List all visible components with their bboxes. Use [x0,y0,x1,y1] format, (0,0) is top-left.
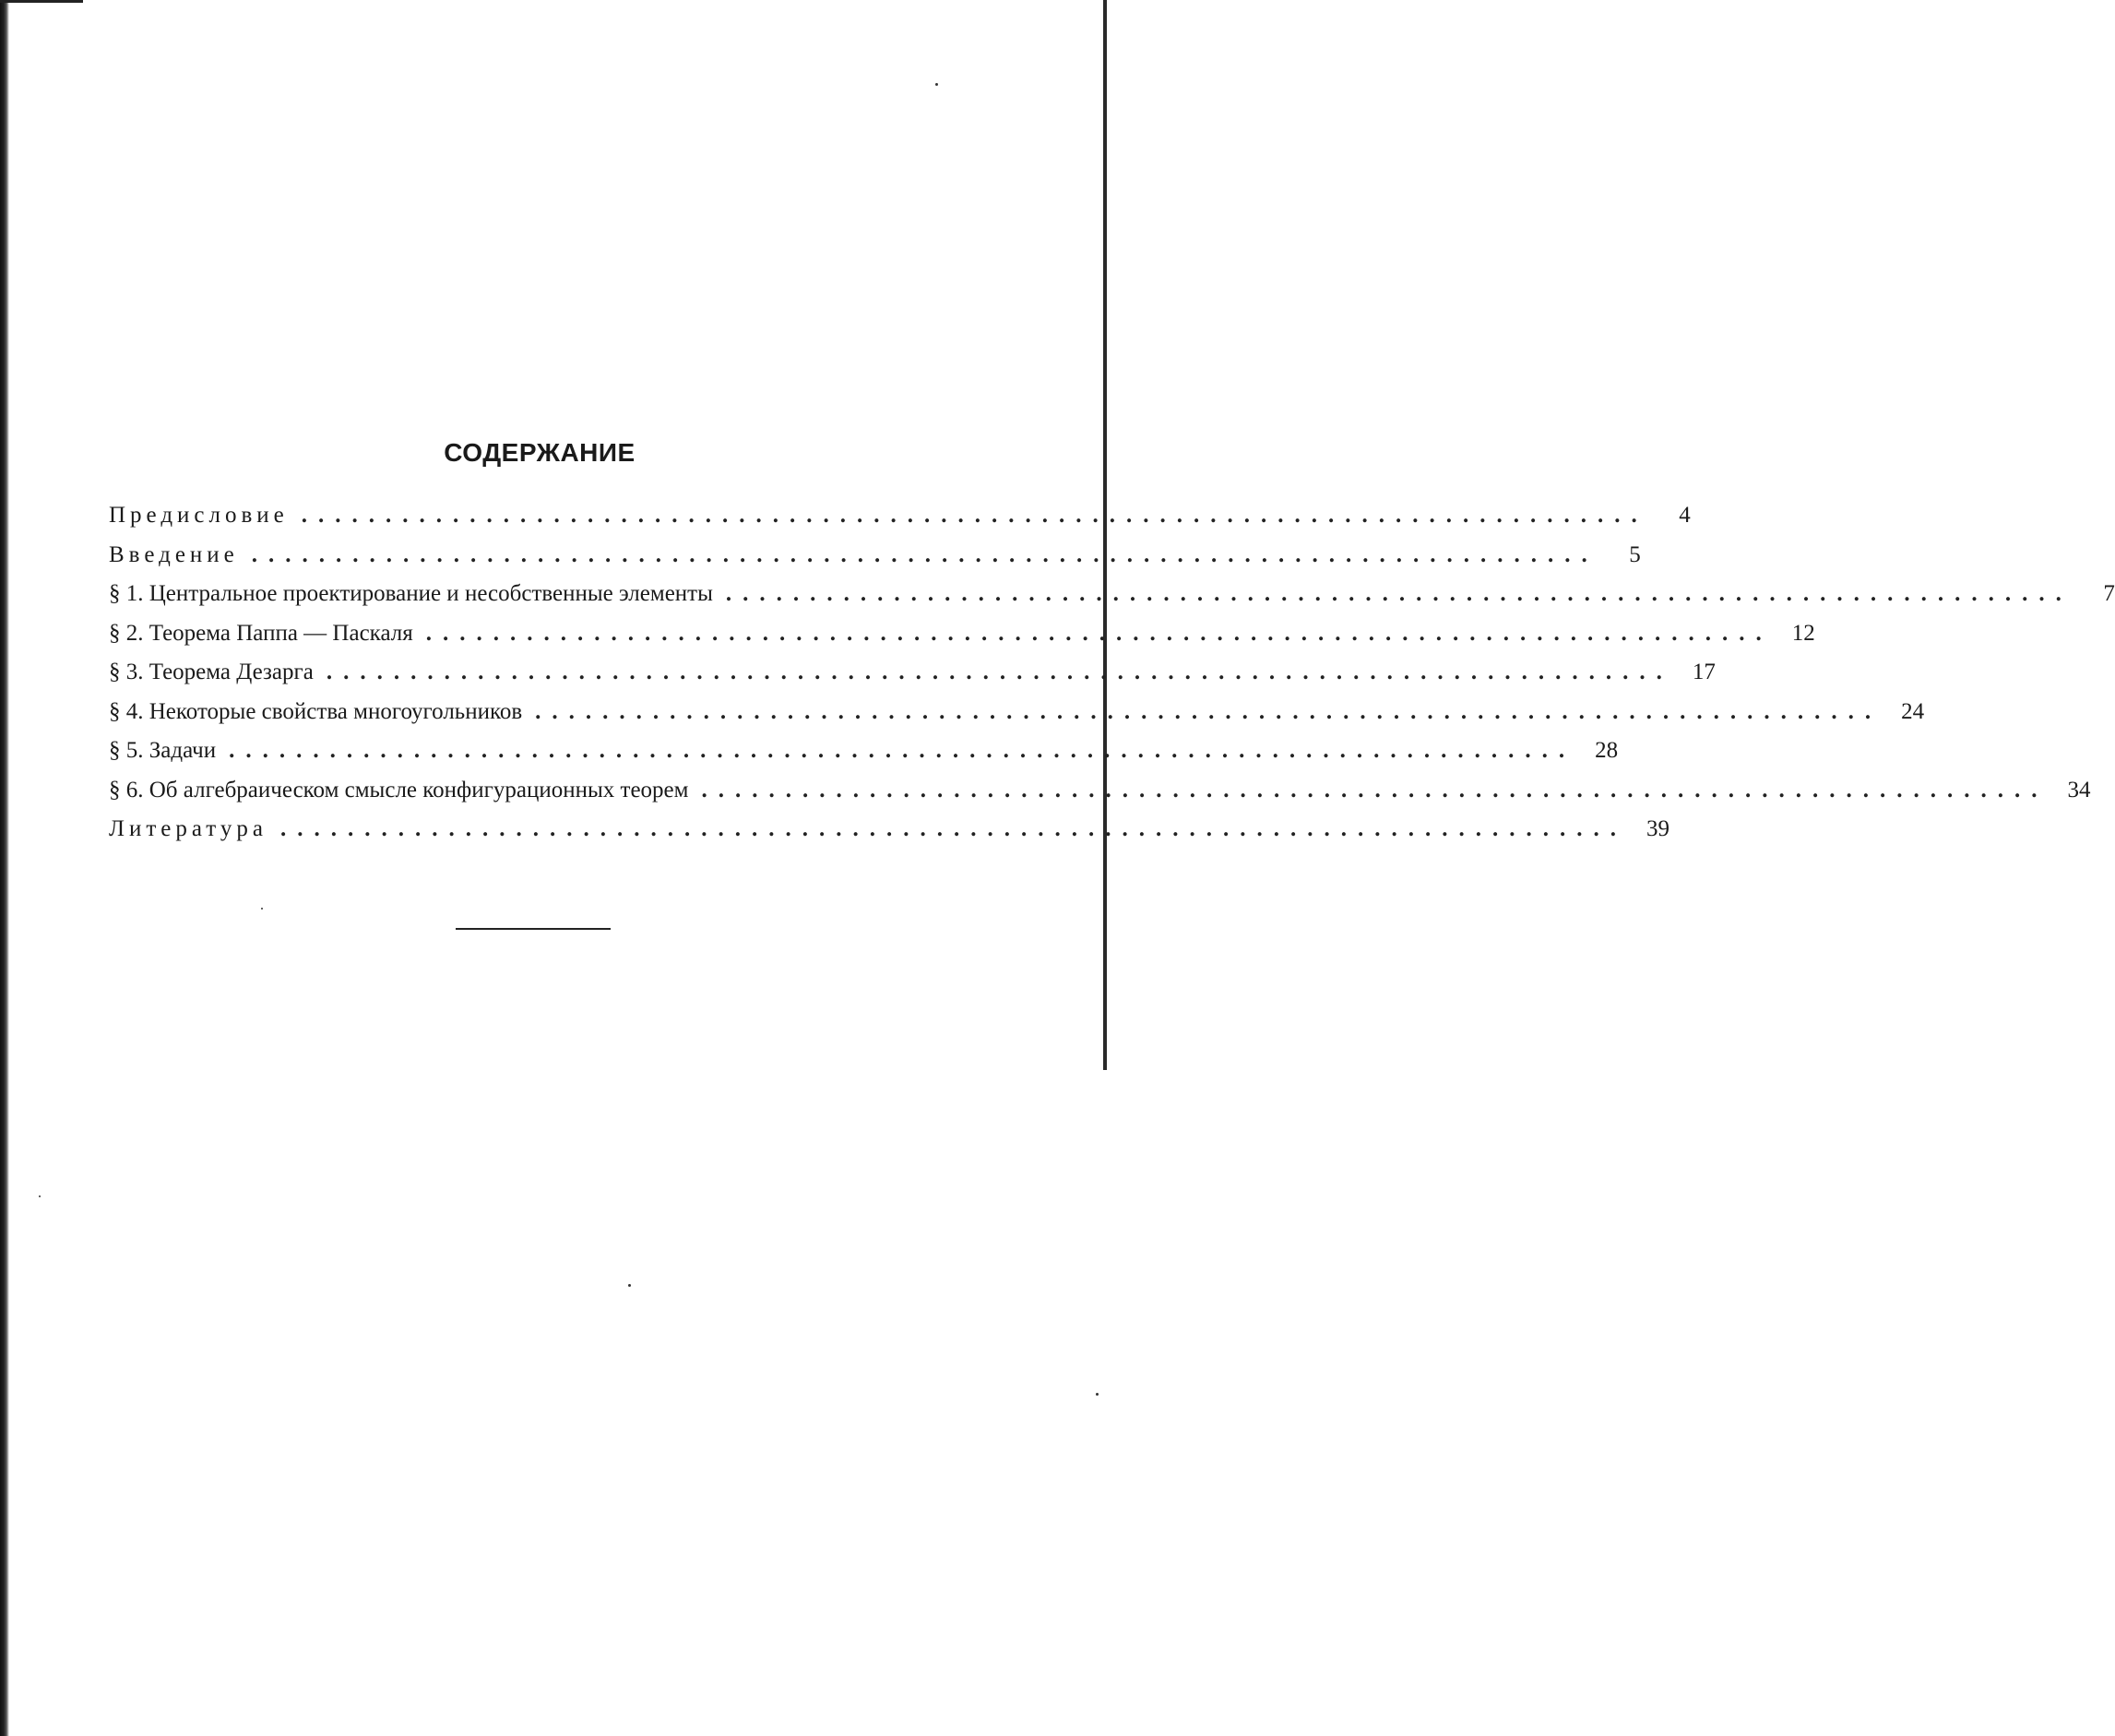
toc-entry-page-number: 28 [1595,738,1619,763]
toc-entry [109,698,1925,739]
page-title: СОДЕРЖАНИЕ [444,438,636,467]
toc-entry-page-number: 4 [1679,503,1691,528]
scan-speck [39,1195,41,1197]
closing-rule [456,928,611,930]
toc-leader-dots: ................................................................................ [725,581,2073,606]
toc-entry-page-number: 24 [1901,698,1925,724]
toc-entry-title: § 2. Теорема Паппа — Паскаля [109,620,413,646]
scan-speck [261,908,263,910]
toc-leader-dots: ................................................................................ [701,777,2049,803]
scan-speck [628,1284,631,1287]
toc-entry-title: § 6. Об алгебраическом смысле конфигурационных теорем [109,777,689,803]
table-of-contents [109,503,2115,856]
toc-entry [109,620,1815,660]
toc-entry-page-number: 39 [1646,816,1669,841]
scan-speck [935,83,938,86]
toc-entry-title: Литература [109,816,267,841]
binding-edge [0,0,9,1736]
toc-leader-dots: ................................................................................ [535,698,1883,724]
toc-entry [109,660,1716,699]
toc-entry [109,541,1641,582]
toc-leader-dots: ................................................................................ [326,660,1673,684]
scan-speck [1096,1393,1099,1396]
toc-leader-dots: ................................................................................ [280,816,1627,841]
toc-entry [109,738,1619,778]
right-edge-mark [1103,0,1107,1070]
toc-entry-title: § 5. Задачи [109,738,217,763]
toc-entry-title: § 4. Некоторые свойства многоугольников [109,698,523,724]
toc-entry-title: § 1. Центральное проектирование и несобственные элементы [109,581,713,606]
toc-entry-title: Введение [109,541,239,567]
toc-entry-page-number: 7 [2103,581,2115,606]
toc-entry [109,777,2091,817]
toc-leader-dots: ................................................................................ [301,503,1648,528]
toc-entry-title: Предисловие [109,503,289,528]
toc-entry [109,816,1669,856]
toc-leader-dots: ................................................................................ [251,541,1598,567]
toc-entry-page-number: 5 [1629,541,1641,567]
toc-entry-page-number: 17 [1692,660,1716,684]
toc-entry [109,503,1691,542]
toc-leader-dots: ................................................................................ [425,620,1773,646]
toc-leader-dots: ................................................................................ [229,738,1576,763]
toc-entry-page-number: 12 [1791,620,1815,646]
toc-entry [109,581,2115,621]
toc-entry-page-number: 34 [2067,777,2091,803]
top-edge-mark [0,0,83,3]
toc-entry-title: § 3. Теорема Дезарга [109,660,314,684]
